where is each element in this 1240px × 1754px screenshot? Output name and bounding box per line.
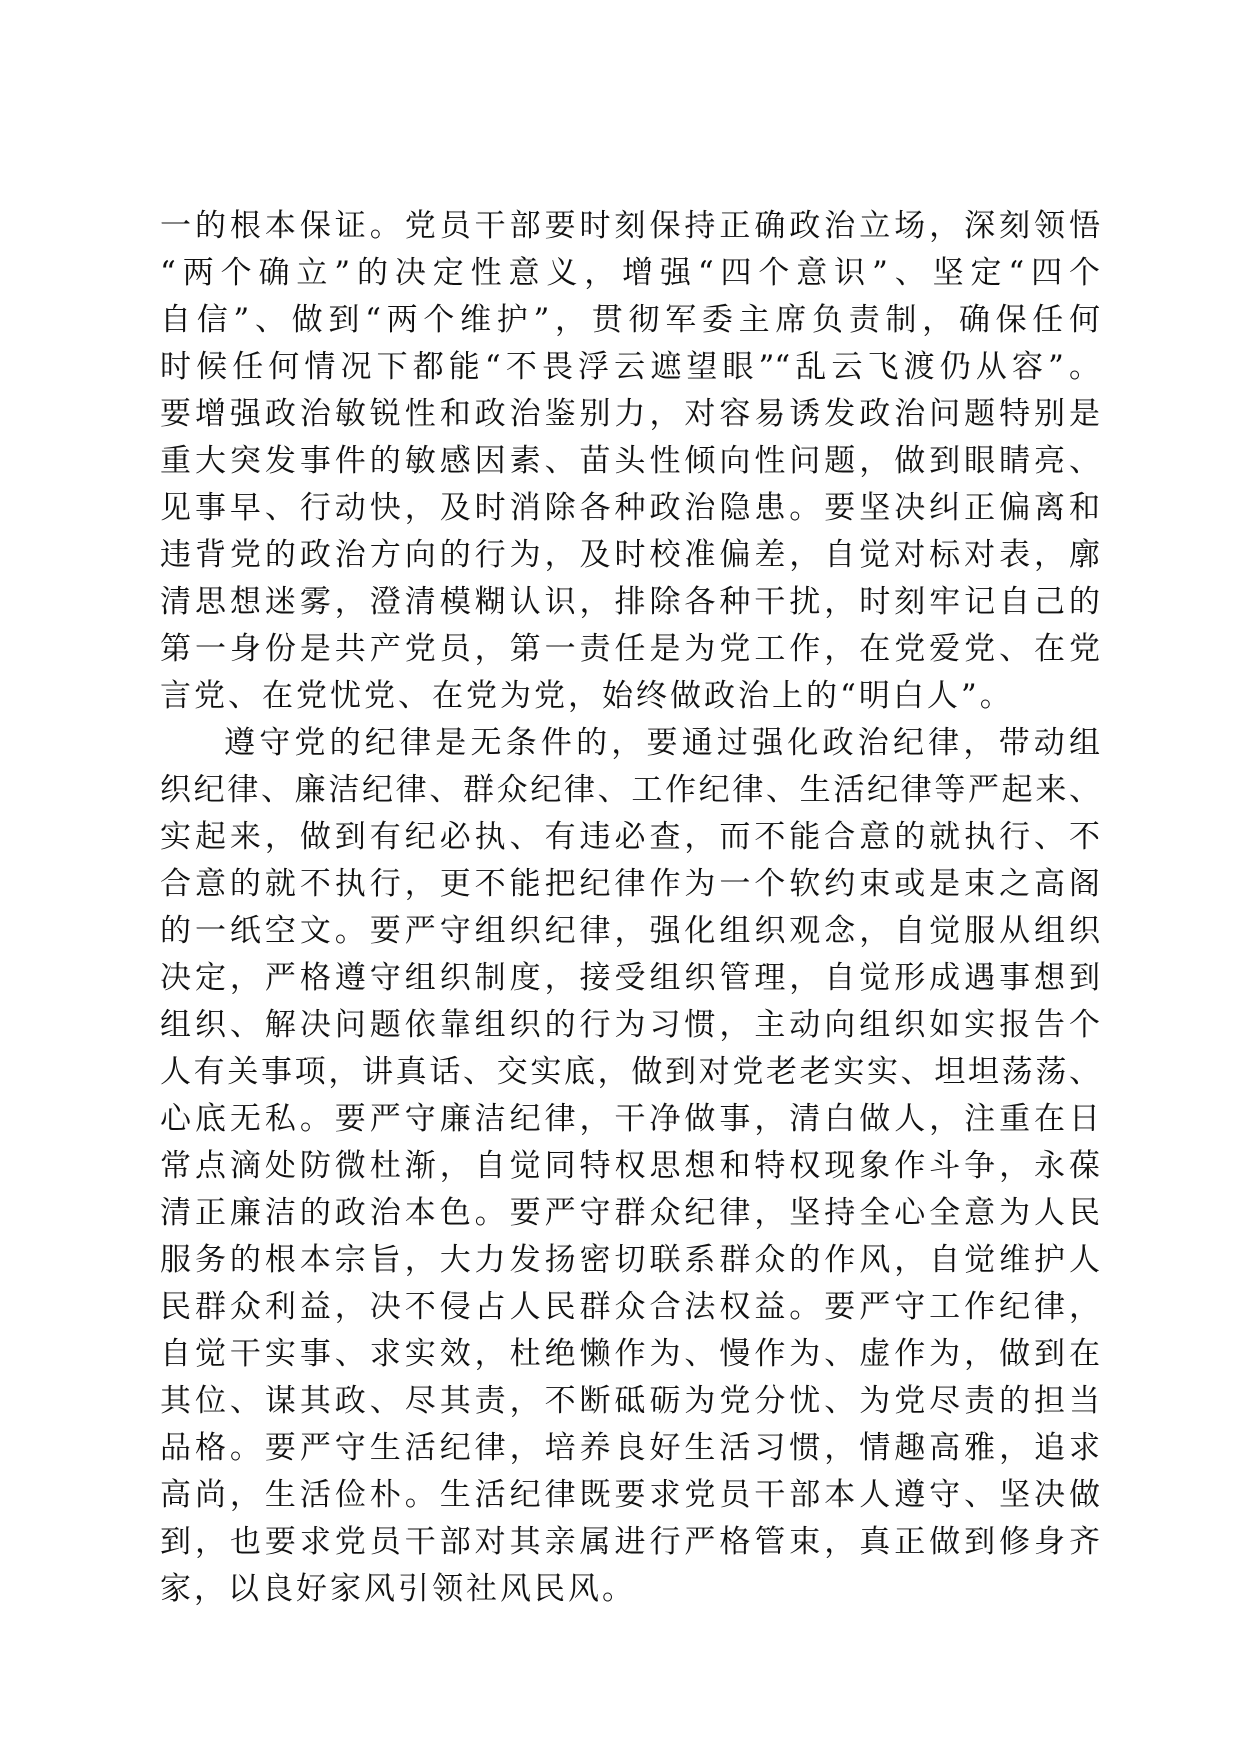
text-line: 时候任何情况下都能“不畏浮云遮望眼”“乱云飞渡仍从容”。 — [160, 349, 1100, 385]
text-line: 清正廉洁的政治本色。要严守群众纪律，坚持全心全意为人民 — [160, 1195, 1100, 1231]
text-line: 自信”、做到“两个维护”，贯彻军委主席负责制，确保任何 — [160, 302, 1100, 338]
text-line: 到，也要求党员干部对其亲属进行严格管束，真正做到修身齐 — [160, 1524, 1100, 1560]
text-line: 民群众利益，决不侵占人民群众合法权益。要严守工作纪律， — [160, 1289, 1100, 1325]
text-line: 清思想迷雾，澄清模糊认识，排除各种干扰，时刻牢记自己的 — [160, 584, 1100, 620]
text-line: 决定，严格遵守组织制度，接受组织管理，自觉形成遇事想到 — [160, 960, 1100, 996]
text-line: 组织、解决问题依靠组织的行为习惯，主动向组织如实报告个 — [160, 1007, 1100, 1043]
text-line: 其位、谋其政、尽其责，不断砥砺为党分忧、为党尽责的担当 — [160, 1383, 1100, 1419]
text-line: 的一纸空文。要严守组织纪律，强化组织观念，自觉服从组织 — [160, 913, 1100, 949]
text-line: 合意的就不执行，更不能把纪律作为一个软约束或是束之高阁 — [160, 866, 1100, 902]
text-line: 服务的根本宗旨，大力发扬密切联系群众的作风，自觉维护人 — [160, 1242, 1100, 1278]
paragraph-political-stance — [160, 203, 1100, 720]
text-line: 高尚，生活俭朴。生活纪律既要求党员干部本人遵守、坚决做 — [160, 1477, 1100, 1513]
text-line: 自觉干实事、求实效，杜绝懒作为、慢作为、虚作为，做到在 — [160, 1336, 1100, 1372]
text-line: 一的根本保证。党员干部要时刻保持正确政治立场，深刻领悟 — [160, 208, 1100, 244]
text-line: 品格。要严守生活纪律，培养良好生活习惯，情趣高雅，追求 — [160, 1430, 1100, 1466]
text-line: 见事早、行动快，及时消除各种政治隐患。要坚决纠正偏离和 — [160, 490, 1100, 526]
text-line: 心底无私。要严守廉洁纪律，干净做事，清白做人，注重在日 — [160, 1101, 1100, 1137]
text-line-last: 家，以良好家风引领社风民风。 — [160, 1571, 636, 1607]
paragraph-party-discipline — [160, 720, 1100, 1613]
text-line: 人有关事项，讲真话、交实底，做到对党老老实实、坦坦荡荡、 — [160, 1054, 1100, 1090]
text-line-first: 遵守党的纪律是无条件的，要通过强化政治纪律，带动组 — [224, 725, 1100, 761]
text-line-last: 言党、在党忧党、在党为党，始终做政治上的“明白人”。 — [160, 678, 1014, 714]
text-line: 实起来，做到有纪必执、有违必查，而不能合意的就执行、不 — [160, 819, 1100, 855]
text-line: 常点滴处防微杜渐，自觉同特权思想和特权现象作斗争，永葆 — [160, 1148, 1100, 1184]
text-line: 第一身份是共产党员，第一责任是为党工作，在党爱党、在党 — [160, 631, 1100, 667]
text-line: 要增强政治敏锐性和政治鉴别力，对容易诱发政治问题特别是 — [160, 396, 1100, 432]
text-line: 重大突发事件的敏感因素、苗头性倾向性问题，做到眼睛亮、 — [160, 443, 1100, 479]
text-line: 违背党的政治方向的行为，及时校准偏差，自觉对标对表，廓 — [160, 537, 1100, 573]
text-line: “两个确立”的决定性意义，增强“四个意识”、坚定“四个 — [160, 255, 1100, 291]
text-line: 织纪律、廉洁纪律、群众纪律、工作纪律、生活纪律等严起来、 — [160, 772, 1100, 808]
document-body — [160, 203, 1100, 1613]
